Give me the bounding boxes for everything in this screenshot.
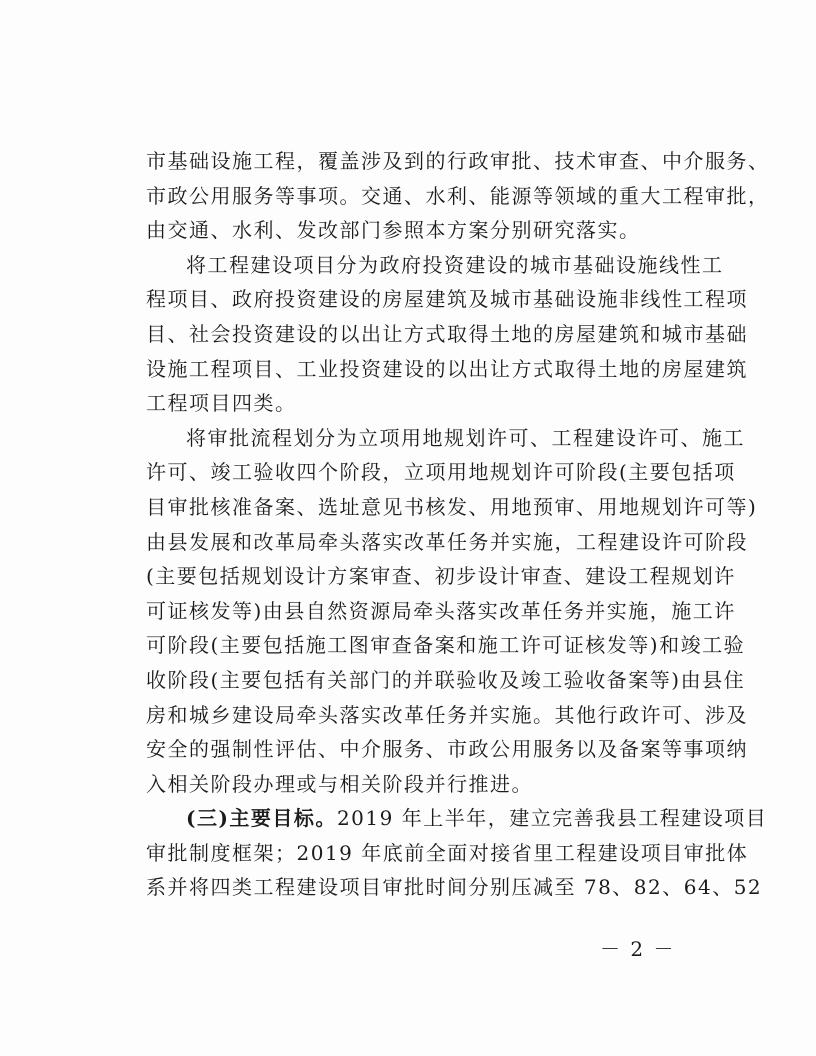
text-line: 目审批核准备案、选址意见书核发、用地预审、用地规划许可等) bbox=[146, 494, 758, 519]
text-line: 审批制度框架；2019 年底前全面对接省里工程建设项目审批体 bbox=[146, 840, 749, 865]
text-line: 系并将四类工程建设项目审批时间分别压减至 78、82、64、52 bbox=[146, 875, 763, 900]
text-line: 安全的强制性评估、中介服务、市政公用服务以及备案等事项纳 bbox=[146, 737, 748, 762]
text-line: 将审批流程划分为立项用地规划许可、工程建设许可、施工 bbox=[186, 425, 745, 450]
text-line: (主要包括规划设计方案审查、初步设计审查、建设工程规划许 bbox=[146, 564, 736, 589]
body-text bbox=[146, 144, 770, 905]
text-line: 程项目、政府投资建设的房屋建筑及城市基础设施非线性工程项 bbox=[146, 287, 748, 312]
text-line: 设施工程项目、工业投资建设的以出让方式取得土地的房屋建筑 bbox=[146, 356, 748, 381]
section-heading: (三)主要目标。 bbox=[186, 806, 337, 831]
text-line: 将工程建设项目分为政府投资建设的城市基础设施线性工 bbox=[186, 252, 724, 277]
text-line: 可阶段(主要包括施工图审查备案和施工许可证核发等)和竣工验 bbox=[146, 633, 746, 658]
text-line: 房和城乡建设局牵头落实改革任务并实施。其他行政许可、涉及 bbox=[146, 702, 748, 727]
text-line: 目、社会投资建设的以出让方式取得土地的房屋建筑和城市基础 bbox=[146, 321, 748, 346]
text-line: 收阶段(主要包括有关部门的并联验收及竣工验收备案等)由县住 bbox=[146, 667, 746, 692]
text-line: 入相关阶段办理或与相关阶段并行推进。 bbox=[146, 771, 533, 796]
text-line: 由交通、水利、发改部门参照本方案分别研究落实。 bbox=[146, 218, 641, 243]
text-line: 许可、竣工验收四个阶段，立项用地规划许可阶段(主要包括项 bbox=[146, 460, 736, 485]
page-number: － 2 － bbox=[600, 937, 676, 961]
text-line bbox=[146, 801, 768, 836]
text-line: 可证核发等)由县自然资源局牵头落实改革任务并实施，施工许 bbox=[146, 598, 736, 623]
text-line: 市政公用服务等事项。交通、水利、能源等领域的重大工程审批， bbox=[146, 183, 770, 208]
text-line: 市基础设施工程，覆盖涉及到的行政审批、技术审查、中介服务、 bbox=[146, 149, 770, 173]
text-line: 由县发展和改革局牵头落实改革任务并实施，工程建设许可阶段 bbox=[146, 529, 748, 554]
text-line: 工程项目四类。 bbox=[146, 391, 297, 416]
text-segment: 2019 年上半年，建立完善我县工程建设项目 bbox=[336, 806, 768, 831]
